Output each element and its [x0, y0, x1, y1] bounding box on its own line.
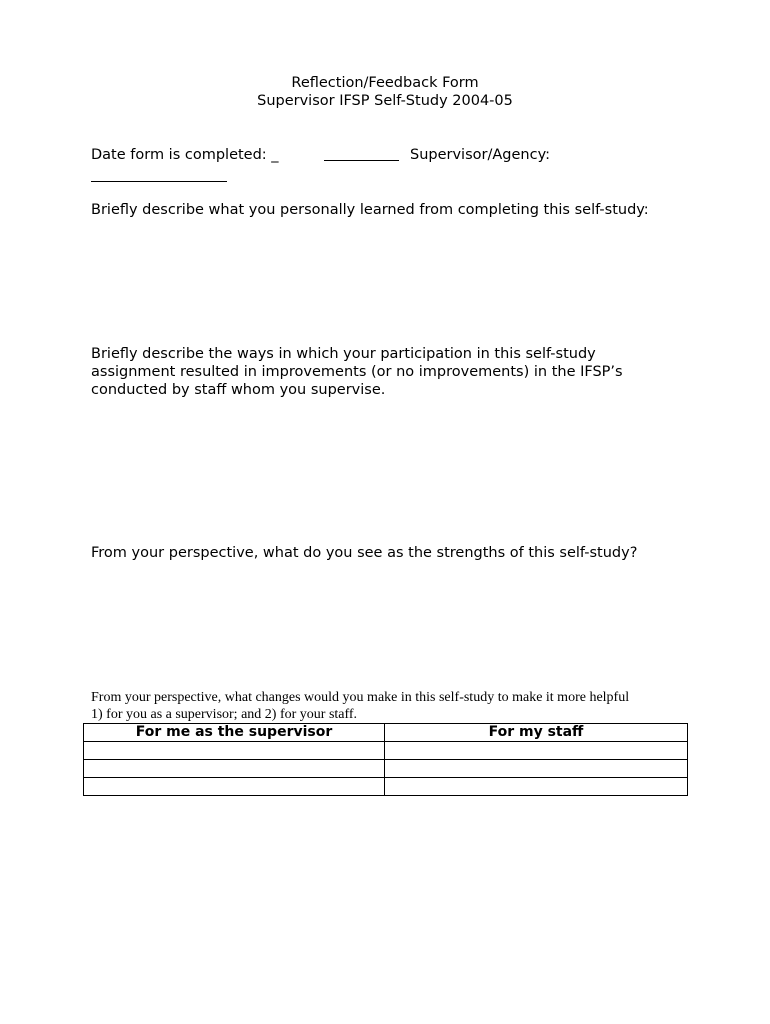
table-cell-staff[interactable] [385, 778, 688, 796]
question-improvements-line: Briefly describe the ways in which your participation in this self-study [91, 346, 596, 362]
column-header-staff: For my staff [385, 724, 688, 742]
question-changes-line: 1) for you as a supervisor; and 2) for your staff. [91, 707, 358, 722]
supervisor-agency-field[interactable] [91, 181, 227, 182]
question-changes-line: From your perspective, what changes would you make in this self-study to make it more helpful [91, 690, 630, 705]
table-cell-staff[interactable] [385, 760, 688, 778]
table-row [84, 760, 688, 778]
question-strengths: From your perspective, what do you see as the strengths of this self-study? [91, 545, 638, 561]
question-improvements [91, 345, 691, 399]
column-header-supervisor: For me as the supervisor [84, 724, 385, 742]
table-row [84, 778, 688, 796]
question-improvements-line: conducted by staff whom you supervise. [91, 382, 386, 398]
date-field[interactable] [324, 160, 399, 161]
date-label: Date form is completed: _ [91, 147, 279, 163]
supervisor-agency-label: Supervisor/Agency: [410, 147, 550, 163]
question-changes [91, 689, 691, 723]
form-title: Reflection/Feedback Form [291, 75, 479, 91]
table-cell-staff[interactable] [385, 742, 688, 760]
question-learned: Briefly describe what you personally learned from completing this self-study: [91, 202, 649, 218]
table-cell-supervisor[interactable] [84, 742, 385, 760]
form-subtitle: Supervisor IFSP Self-Study 2004-05 [257, 93, 513, 109]
question-improvements-line: assignment resulted in improvements (or no improvements) in the IFSP’s [91, 364, 623, 380]
table-cell-supervisor[interactable] [84, 778, 385, 796]
table-cell-supervisor[interactable] [84, 760, 385, 778]
feedback-table [83, 723, 688, 796]
table-header-row [84, 724, 688, 742]
table-row [84, 742, 688, 760]
